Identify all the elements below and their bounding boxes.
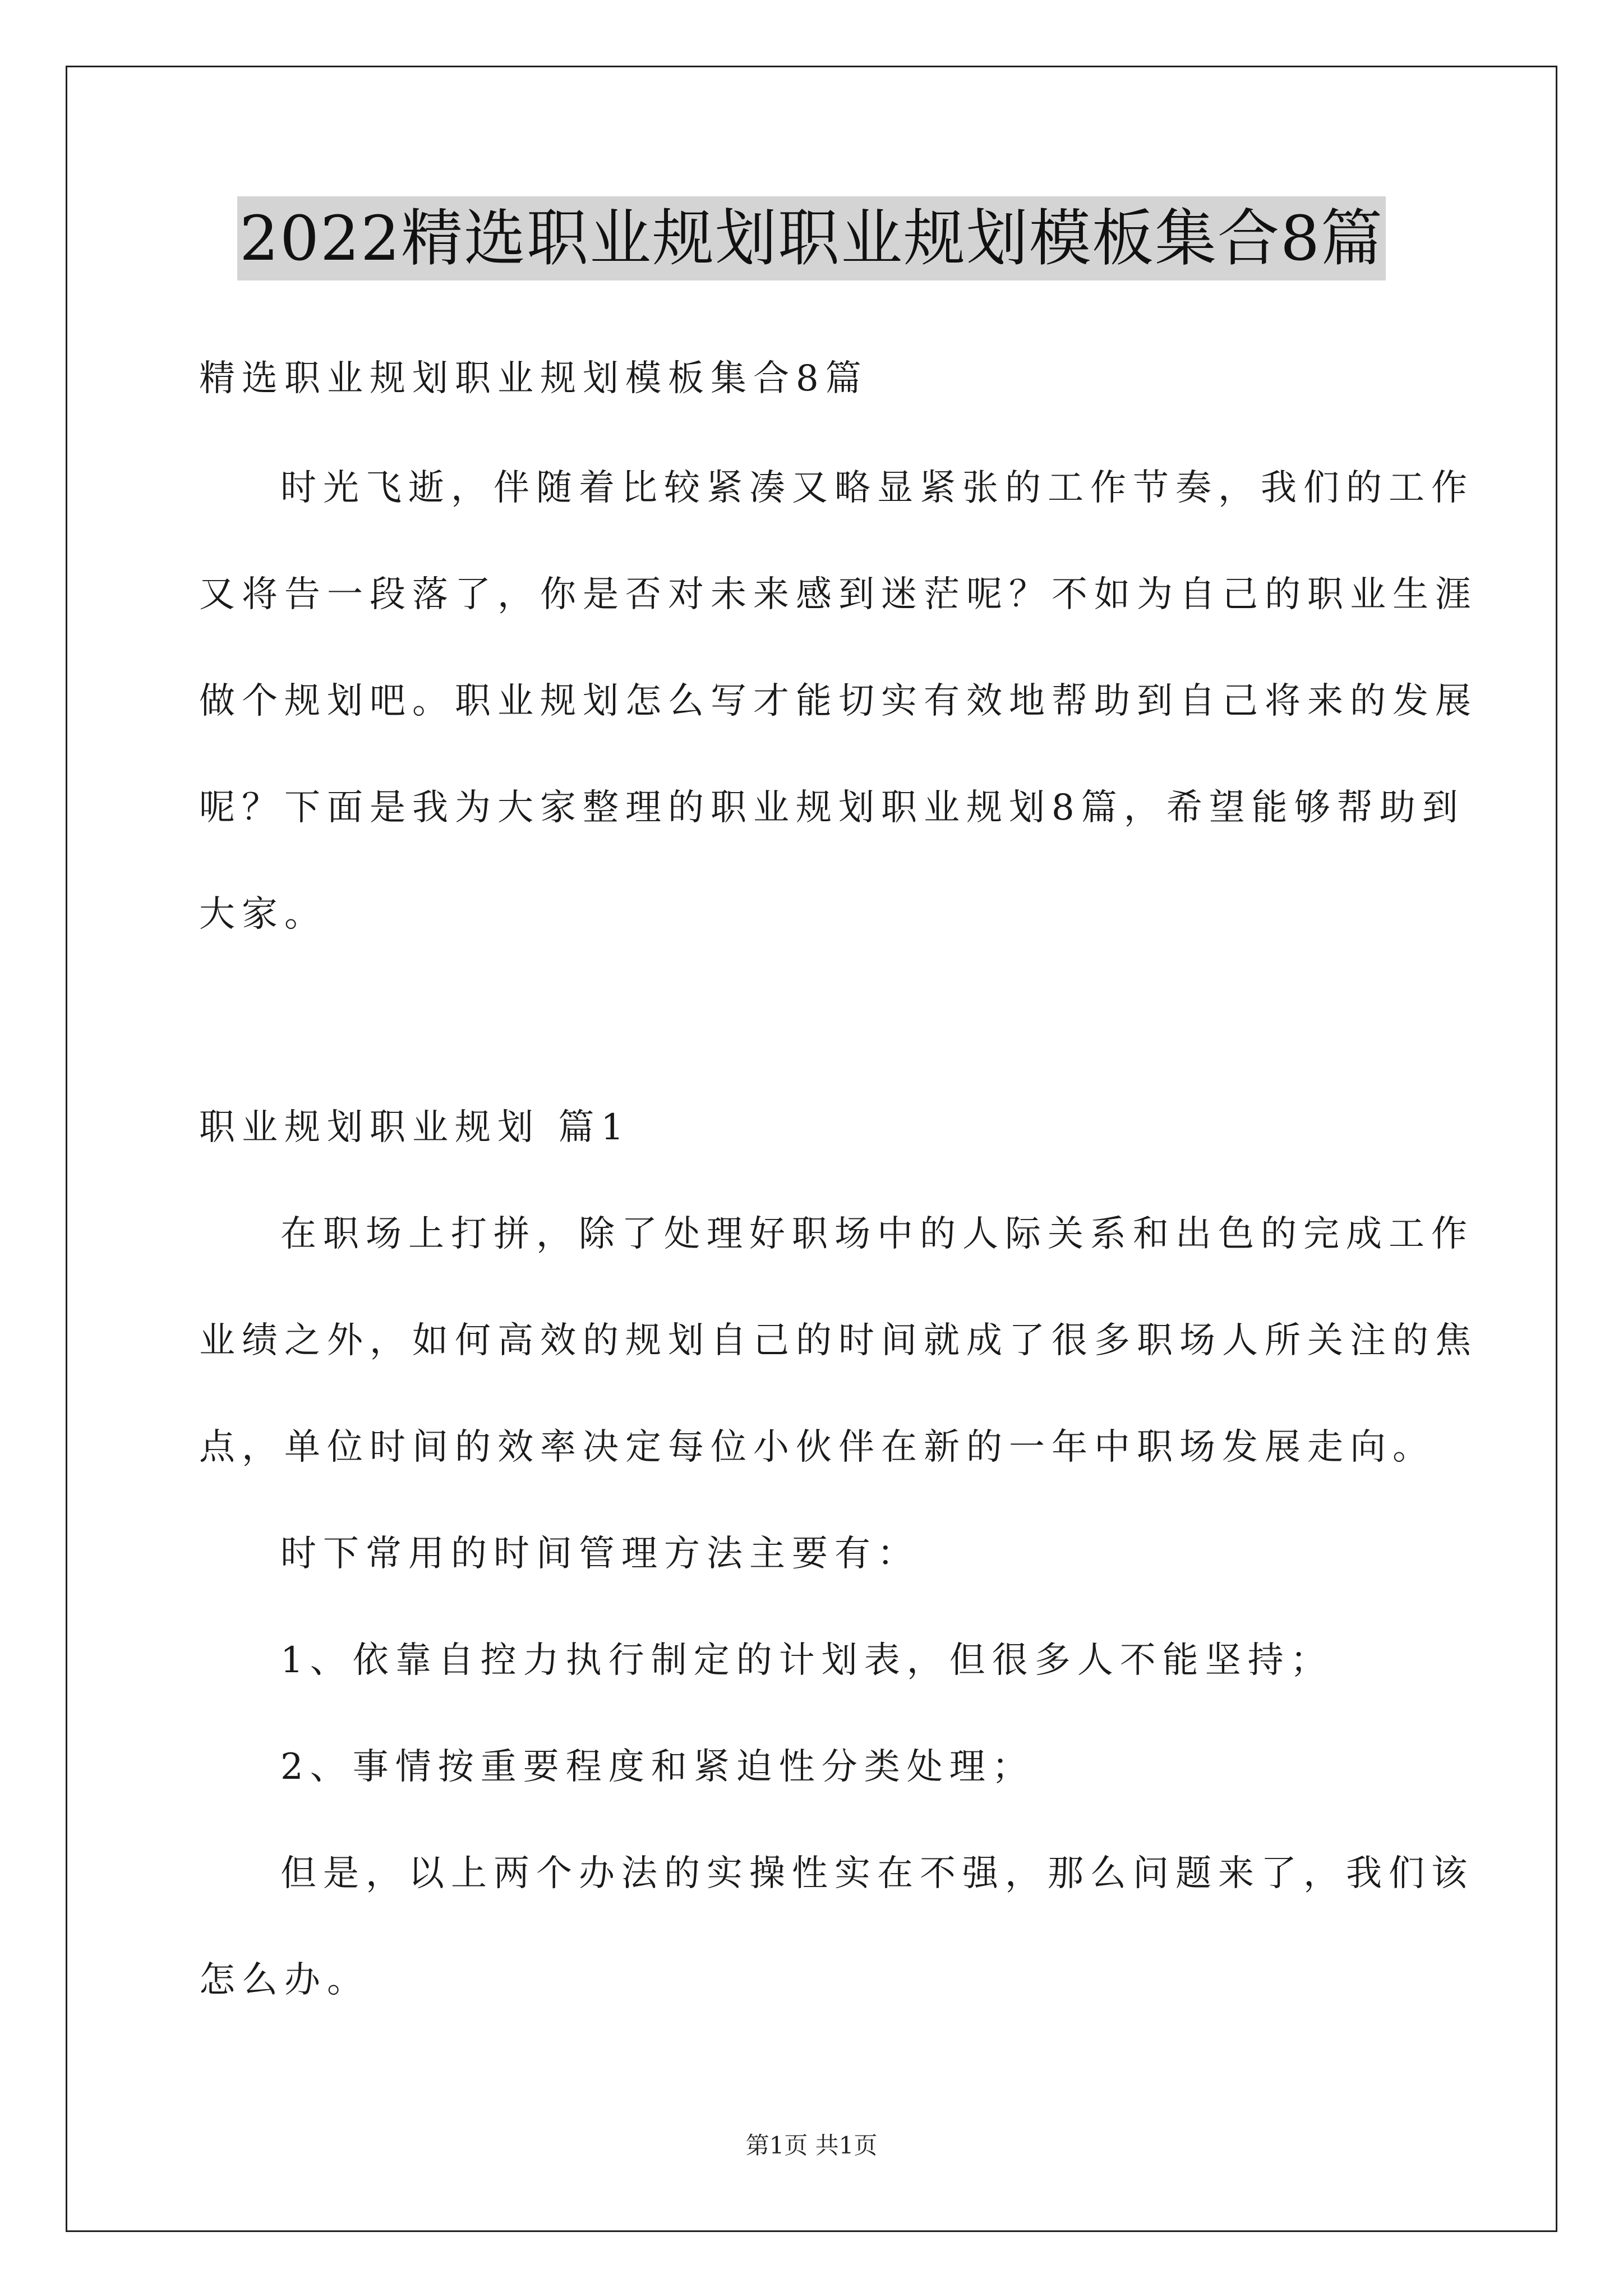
intro-line-4: 呢？下面是我为大家整理的职业规划职业规划8篇，希望能够帮助到 xyxy=(199,787,1465,829)
section-line-1: 在职场上打拼，除了处理好职场中的人际关系和出色的完成工作 xyxy=(280,1213,1474,1255)
section-line-4: 时下常用的时间管理方法主要有： xyxy=(280,1533,920,1575)
page-footer: 第1页 共1页 xyxy=(745,2132,878,2159)
list-item-1: 1、依靠自控力执行制定的计划表，但很多人不能坚持； xyxy=(280,1640,1333,1681)
section-line-2: 业绩之外，如何高效的规划自己的时间就成了很多职场人所关注的焦 xyxy=(199,1320,1478,1361)
intro-line-2: 又将告一段落了，你是否对未来感到迷茫呢？不如为自己的职业生涯 xyxy=(199,574,1478,615)
section-line-3: 点，单位时间的效率决定每位小伙伴在新的一年中职场发展走向。 xyxy=(199,1427,1435,1468)
document-title: 2022精选职业规划职业规划模板集合8篇 xyxy=(237,196,1386,280)
document-subtitle: 精选职业规划职业规划模板集合8篇 xyxy=(199,358,868,399)
intro-line-5: 大家。 xyxy=(199,894,327,935)
section-line-7: 但是，以上两个办法的实操性实在不强，那么问题来了，我们该 xyxy=(280,1853,1474,1894)
section-heading: 职业规划职业规划 篇1 xyxy=(199,1107,631,1148)
intro-line-3: 做个规划吧。职业规划怎么写才能切实有效地帮助到自己将来的发展 xyxy=(199,680,1478,722)
title-container xyxy=(0,196,1623,280)
section-line-8: 怎么办。 xyxy=(199,1959,370,2001)
intro-line-1: 时光飞逝，伴随着比较紧凑又略显紧张的工作节奏，我们的工作 xyxy=(280,467,1474,509)
list-item-2: 2、事情按重要程度和紧迫性分类处理； xyxy=(280,1746,1035,1788)
